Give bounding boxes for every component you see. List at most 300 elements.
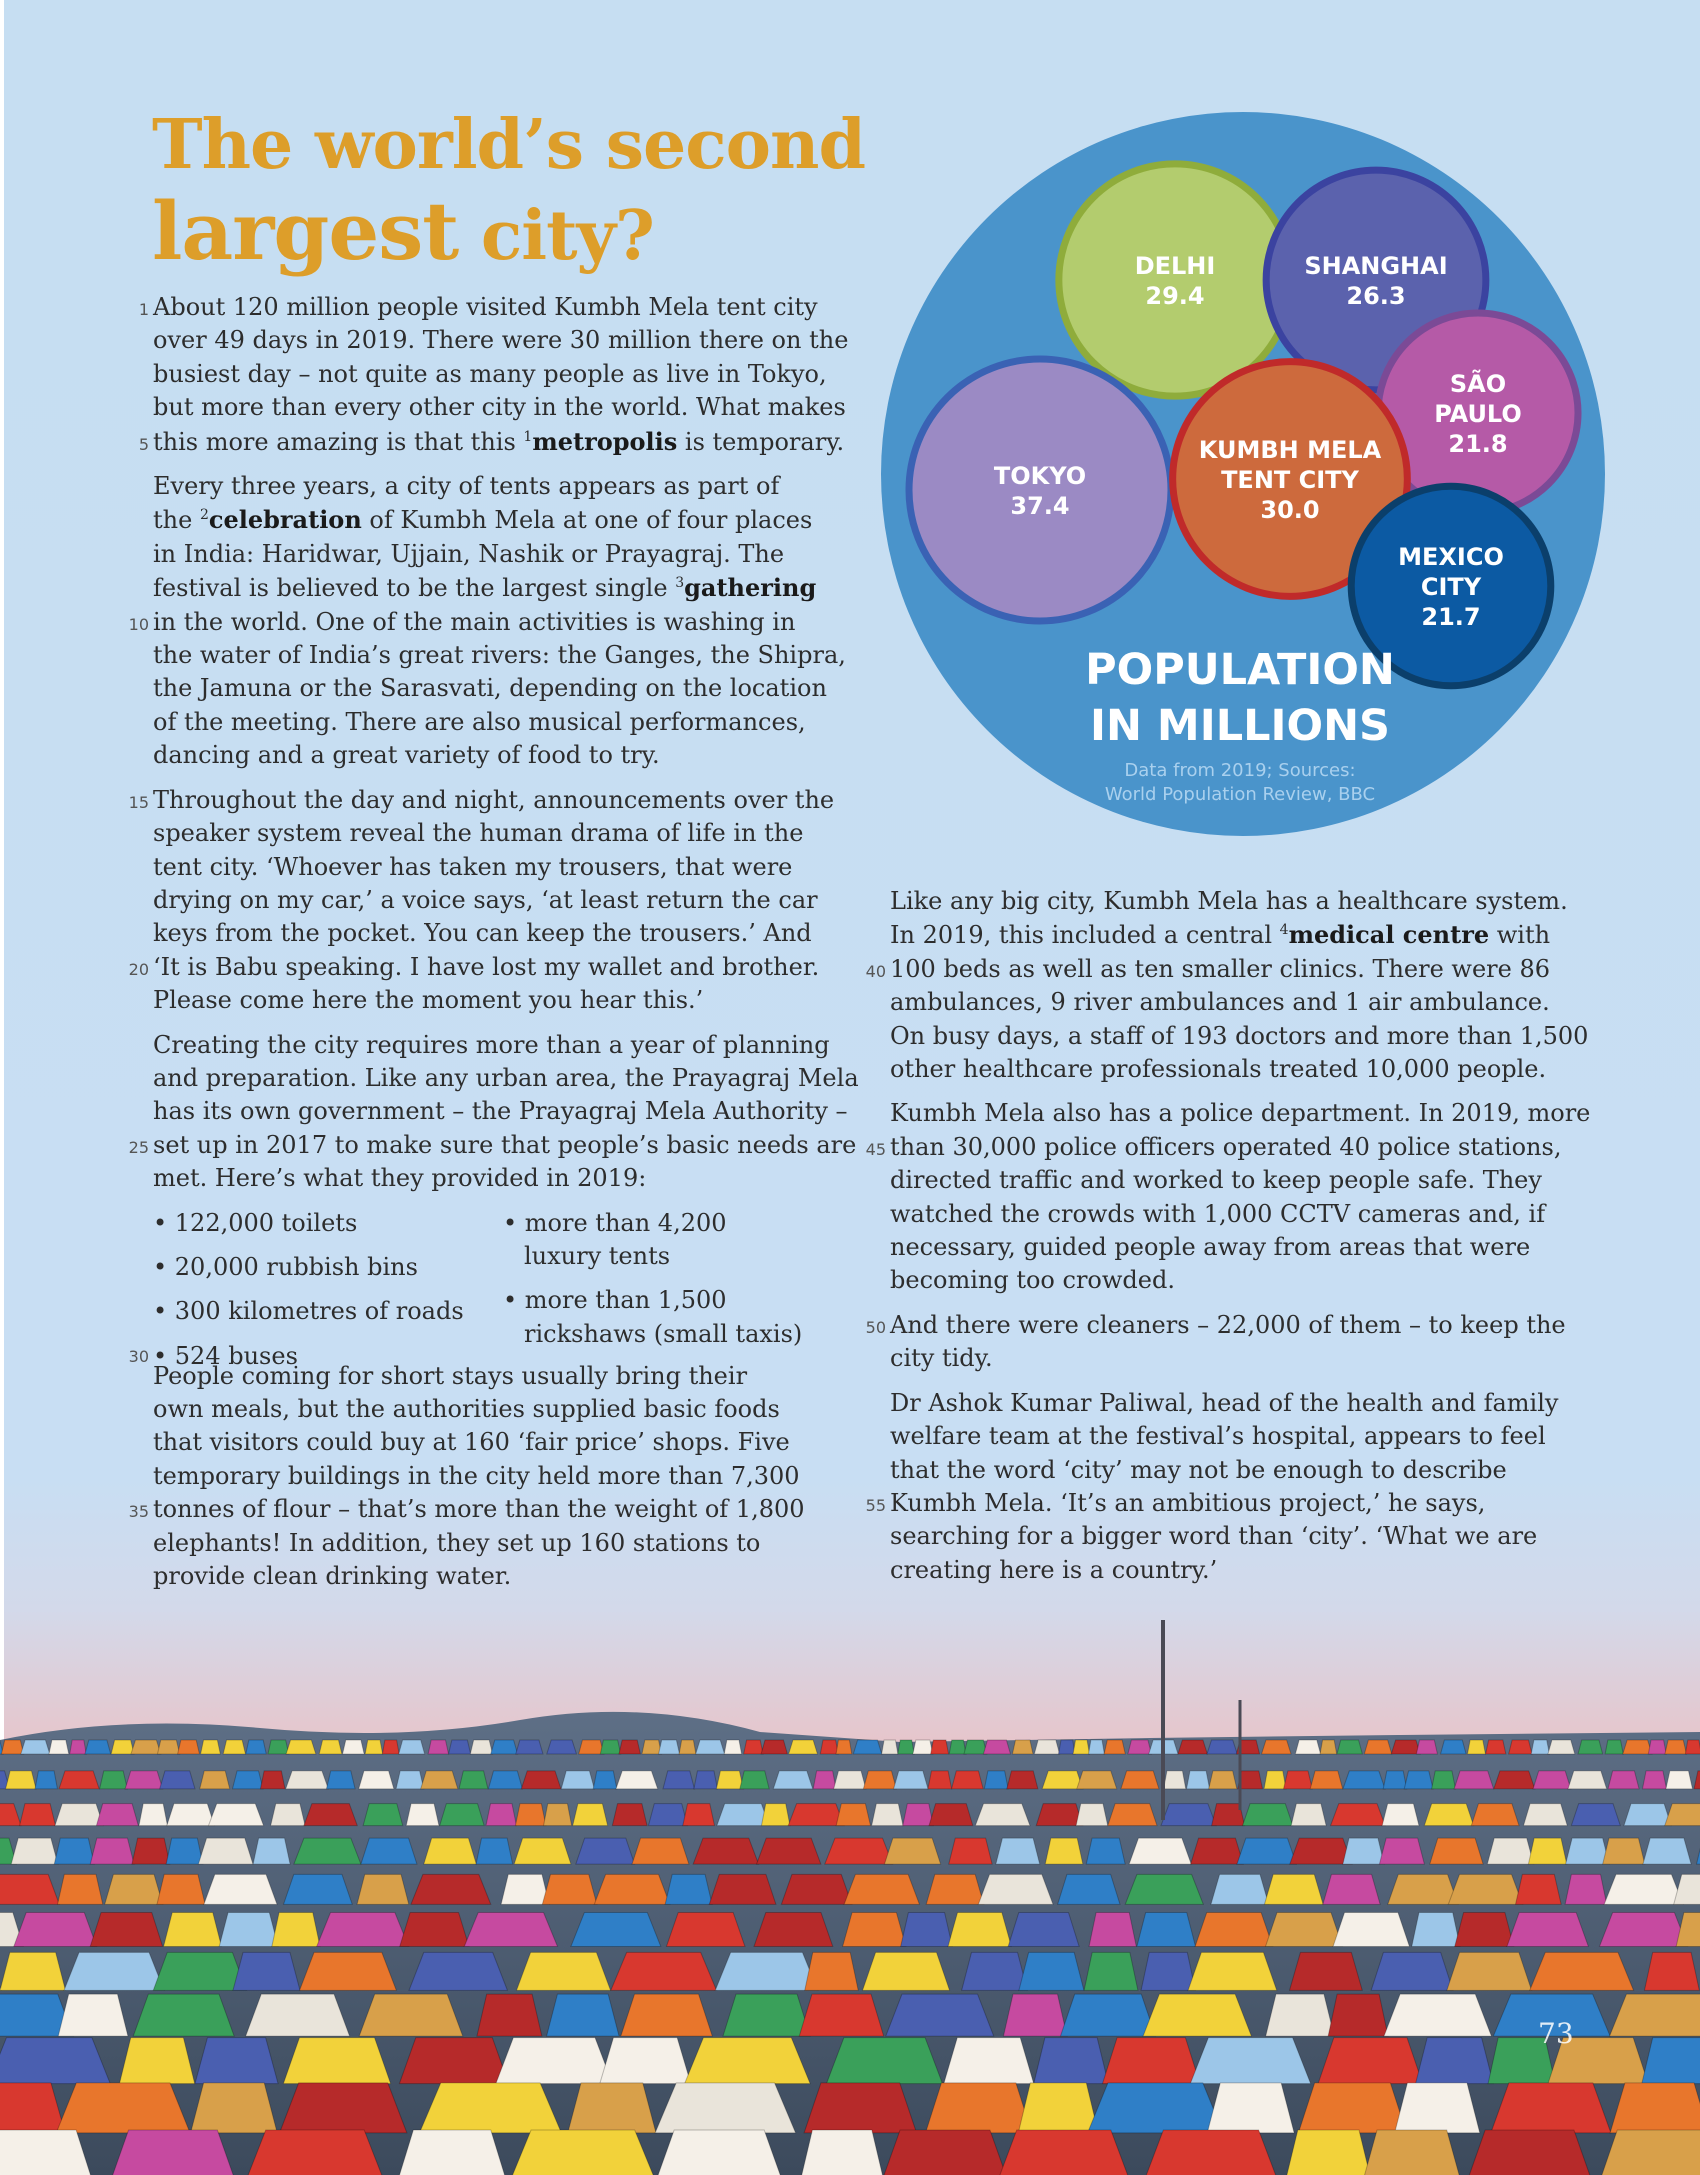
tent: [1108, 1804, 1157, 1826]
tent: [1603, 1838, 1645, 1864]
paragraph-4: [128, 1029, 859, 1196]
tent: [160, 1771, 195, 1789]
tent: [1548, 1740, 1575, 1754]
tent: [1320, 1740, 1337, 1754]
tent: [716, 1771, 743, 1789]
tent: [396, 1771, 424, 1789]
tent: [54, 1838, 94, 1864]
tent: [440, 1804, 485, 1826]
tent: [1466, 2130, 1593, 2175]
text-line: drying on my car,’ a voice says, ‘at least return the car: [153, 885, 818, 914]
text-line: that visitors could buy at 160 ‘fair price’ shops. Five: [153, 1428, 790, 1457]
tent: [600, 2038, 691, 2084]
tent: [788, 1804, 844, 1826]
tent: [1343, 1771, 1385, 1789]
tent: [1164, 1771, 1186, 1789]
tent: [1531, 1740, 1549, 1754]
tent: [1509, 1740, 1532, 1754]
text-line: Kumbh Mela. ‘It’s an ambitious project,’ he says,: [890, 1488, 1486, 1517]
tent: [1195, 1913, 1273, 1947]
tent: [800, 2130, 885, 2175]
tent: [881, 2130, 1009, 2175]
tent: [1084, 1952, 1138, 1990]
tent: [428, 1740, 448, 1754]
tent: [399, 1740, 425, 1754]
title-bold-word: largest: [152, 184, 459, 278]
provision-list-left: [128, 1207, 464, 1374]
tent: [153, 1952, 246, 1990]
text-line: Creating the city requires more than a year of planning: [153, 1030, 830, 1059]
tent: [1059, 1740, 1076, 1754]
paragraph-7: [865, 1097, 1591, 1297]
tent: [1129, 1838, 1191, 1864]
tent: [1391, 1740, 1420, 1754]
text-line: welfare team at the festival’s hospital, appears to feel: [890, 1422, 1546, 1451]
tent: [286, 1771, 329, 1789]
tent: [326, 1771, 355, 1789]
tent: [245, 2130, 386, 2175]
tent: [1209, 1771, 1237, 1789]
tent: [223, 1740, 245, 1754]
tent: [949, 1838, 992, 1864]
tent: [944, 2038, 1034, 2084]
tent: [164, 1913, 222, 1947]
text-line: festival is believed to be the largest single: [153, 574, 676, 603]
glossary-word: gathering: [684, 573, 817, 603]
paragraph-6: [865, 885, 1589, 1086]
tent: [119, 2038, 194, 2084]
paragraph-9: [865, 1387, 1580, 1587]
tent: [286, 1740, 316, 1754]
tent: [978, 1874, 1053, 1904]
tent: [359, 1994, 462, 2036]
text-line: of Kumbh Mela at one of four places: [361, 506, 813, 535]
tent: [561, 1771, 594, 1789]
tent: [209, 1804, 264, 1826]
tent: [621, 1994, 712, 2036]
tent: [110, 2130, 237, 2175]
tent: [20, 1804, 56, 1826]
left-column: [128, 291, 859, 1604]
line-number: 10: [128, 614, 149, 634]
tent: [283, 2038, 390, 2084]
line-number: 45: [865, 1139, 886, 1159]
tent: [1007, 1771, 1038, 1789]
tent: [600, 1740, 620, 1754]
tent: [449, 1740, 471, 1754]
tent: [131, 1740, 161, 1754]
tent: [1487, 1838, 1533, 1864]
tent: [464, 1913, 557, 1947]
line: [128, 785, 835, 814]
tent: [514, 1838, 571, 1864]
tent: [35, 1771, 57, 1789]
tent: [655, 2083, 795, 2133]
tent: [1432, 1771, 1456, 1789]
population-chart: [878, 112, 1608, 846]
line-number: 30: [128, 1346, 149, 1366]
tent: [1362, 2130, 1462, 2175]
tent: [853, 1740, 881, 1754]
tent: [501, 1874, 549, 1904]
tent: [547, 1994, 619, 2036]
list-item: • 20,000 rubbish bins: [153, 1252, 418, 1281]
text-line: set up in 2017 to make sure that people’s basic needs are: [153, 1130, 857, 1159]
tent: [294, 1838, 361, 1864]
tent-city-photo: [0, 1620, 1700, 2175]
text-line: 100 beds as well as ten smaller clinics. There were 86: [890, 954, 1551, 983]
text-line: creating here is a country.’: [890, 1555, 1218, 1584]
tent: [1243, 1804, 1293, 1826]
tent: [90, 1913, 162, 1947]
tent: [872, 1804, 903, 1826]
tent: [568, 2083, 656, 2133]
text-line: the water of India’s great rivers: the Ganges, the Shipra,: [153, 641, 846, 670]
text-line: that the word ‘city’ may not be enough to describe: [890, 1455, 1507, 1484]
text-line: than 30,000 police officers operated 40 police stations,: [890, 1132, 1562, 1161]
tent: [1524, 1804, 1568, 1826]
text-line: is temporary.: [677, 427, 845, 456]
title-line-2: [152, 184, 865, 279]
tent: [382, 1740, 399, 1754]
tent: [1624, 1804, 1671, 1826]
paragraph-8: [865, 1309, 1580, 1376]
bubble-value-label: 37.4: [1010, 492, 1070, 520]
tent: [491, 1740, 518, 1754]
tent: [744, 1740, 763, 1754]
tent: [157, 1874, 205, 1904]
tent: [198, 1838, 253, 1864]
text-line: searching for a bigger word than ‘city’. ‘What we are: [890, 1522, 1538, 1551]
text-line: becoming too crowded.: [890, 1266, 1175, 1295]
tent: [804, 2083, 916, 2133]
list-item: • 122,000 toilets: [153, 1208, 358, 1237]
tent: [486, 1804, 517, 1826]
tent: [1643, 1838, 1691, 1864]
tent: [361, 1838, 417, 1864]
line-number: 5: [138, 434, 149, 454]
tent: [724, 1740, 741, 1754]
tent: [723, 1994, 810, 2036]
tent: [898, 1740, 914, 1754]
tent: [616, 1771, 658, 1789]
tent: [1141, 1952, 1195, 1990]
list-item: • 300 kilometres of roads: [153, 1297, 464, 1326]
tent: [594, 1874, 670, 1904]
tent: [693, 1838, 758, 1864]
tent: [1565, 1874, 1607, 1904]
tent: [665, 1874, 712, 1904]
tent: [579, 1740, 604, 1754]
bubble-city-label: TENT CITY: [1221, 466, 1359, 494]
bubble-value-label: 21.7: [1421, 603, 1481, 631]
tent: [1530, 1952, 1634, 1990]
text-line: elephants! In addition, they set up 160 stations to: [153, 1528, 761, 1557]
tent: [284, 1874, 353, 1904]
tent: [836, 1804, 870, 1826]
tent: [1604, 1874, 1683, 1904]
tent: [1665, 1740, 1687, 1754]
tent: [1298, 2083, 1406, 2133]
tent: [612, 1804, 647, 1826]
tent: [948, 1913, 1011, 1947]
page-number: 73: [1538, 2017, 1574, 2050]
tent: [1666, 1771, 1693, 1789]
line: [128, 952, 820, 981]
tent: [85, 1740, 111, 1754]
line: [128, 607, 796, 636]
tent: [476, 1838, 513, 1864]
tent: [683, 1804, 715, 1826]
tent: [952, 1771, 984, 1789]
tent: [1623, 1740, 1652, 1754]
text-line: the Jamuna or the Sarasvati, depending on the location: [153, 674, 827, 703]
tent: [773, 1771, 812, 1789]
text-line: keys from the pocket. You can keep the trousers.’ And: [153, 919, 812, 948]
tent: [825, 1838, 893, 1864]
bubble-city-label: KUMBH MELA: [1198, 436, 1382, 464]
tent: [1191, 1838, 1244, 1864]
tent: [359, 1771, 394, 1789]
tent: [926, 2083, 1032, 2133]
tent: [740, 1771, 769, 1789]
list-item: • 524 buses: [153, 1341, 298, 1370]
tent: [781, 1874, 851, 1904]
right-column: [865, 885, 1591, 1598]
tent: [1467, 1740, 1485, 1754]
tent: [1187, 1771, 1210, 1789]
text-line: with: [1489, 921, 1551, 950]
tent: [1290, 1952, 1363, 1990]
glossary-word: medical centre: [1288, 920, 1490, 950]
tent: [1486, 1740, 1506, 1754]
paragraph-2: [128, 470, 846, 773]
tent: [1086, 1838, 1125, 1864]
tent: [813, 1771, 836, 1789]
tent: [58, 1994, 128, 2036]
tent: [542, 1874, 597, 1904]
tent: [666, 1913, 745, 1947]
chart-title-line-1: POPULATION: [1085, 645, 1395, 695]
tent: [964, 1740, 987, 1754]
tent: [1207, 1740, 1237, 1754]
paragraph-5: [128, 1360, 843, 1594]
tent: [1265, 1913, 1342, 1947]
tent: [1262, 1740, 1291, 1754]
tent: [1060, 1994, 1155, 2036]
tent: [799, 1994, 883, 2036]
bubble-tokyo: [909, 359, 1171, 621]
tent: [1190, 2038, 1310, 2084]
tent: [1404, 1771, 1433, 1789]
text-line: provide clean drinking water.: [153, 1562, 512, 1590]
tent: [826, 2038, 942, 2084]
tent: [1331, 1804, 1386, 1826]
text-line: temporary buildings in the city held more than 7,300: [153, 1461, 800, 1490]
text-line: tonnes of flour – that’s more than the weight of 1,800: [153, 1495, 805, 1524]
tent: [1034, 1740, 1059, 1754]
tent: [515, 1804, 546, 1826]
tent: [632, 1838, 689, 1864]
list-item-continued: luxury tents: [524, 1241, 671, 1270]
tent: [178, 1740, 200, 1754]
title-rest: city?: [458, 196, 654, 276]
tent: [409, 1952, 507, 1990]
text-line: speaker system reveal the human drama of life in the: [153, 819, 804, 848]
tent: [246, 1994, 350, 2036]
tent: [1012, 1740, 1033, 1754]
bubble-value-label: 30.0: [1260, 496, 1320, 524]
bubble-city-label: MEXICO: [1398, 543, 1504, 571]
bubble-city-label: SHANGHAI: [1304, 252, 1448, 280]
tent: [1121, 1771, 1159, 1789]
tent: [983, 1740, 1010, 1754]
tent: [343, 1740, 365, 1754]
text-line: over 49 days in 2019. There were 30 million there on the: [153, 326, 849, 355]
line-number: 15: [128, 792, 149, 812]
text-line: On busy days, a staff of 193 doctors and more than 1,500: [890, 1021, 1589, 1050]
text-line: Every three years, a city of tents appears as part of: [153, 472, 780, 501]
tent: [70, 1740, 87, 1754]
tent: [886, 1994, 994, 2036]
tent: [1188, 1952, 1277, 1990]
tent: [1610, 2083, 1700, 2133]
tent: [715, 1952, 818, 1990]
tent: [100, 1771, 128, 1789]
tent: [1264, 1874, 1323, 1904]
tent: [260, 1771, 285, 1789]
tent: [619, 1740, 640, 1754]
tent: [1642, 1771, 1666, 1789]
tent: [1102, 2038, 1200, 2084]
tent: [1566, 1838, 1610, 1864]
bubble-city-label: SÃO: [1449, 370, 1507, 398]
bubble-delhi: [1059, 164, 1291, 396]
list-item-line: [128, 1340, 464, 1373]
tent: [984, 1771, 1008, 1789]
text-line: watched the crowds with 1,000 CCTV cameras and, if: [890, 1199, 1546, 1228]
text-line: Please come here the moment you hear this.’: [153, 986, 704, 1015]
text-line: And there were cleaners – 22,000 of them – to keep the: [890, 1310, 1566, 1339]
tent: [573, 1804, 608, 1826]
tent: [200, 1771, 230, 1789]
line: [128, 1130, 857, 1159]
tent: [55, 1804, 103, 1826]
footnote-marker: 4: [1279, 922, 1289, 939]
tent: [58, 1874, 103, 1904]
text-line: People coming for short stays usually bring their: [153, 1361, 748, 1390]
tent: [789, 1740, 818, 1754]
tent: [1290, 1838, 1352, 1864]
tent: [421, 1771, 458, 1789]
text-line: ‘It is Babu speaking. I have lost my wallet and brother.: [153, 952, 820, 981]
tent: [1207, 2083, 1294, 2133]
tent: [949, 1740, 966, 1754]
tent: [882, 1740, 898, 1754]
text-line: busiest day – not quite as many people as live in Tokyo,: [153, 359, 827, 388]
text-line: city tidy.: [890, 1344, 993, 1373]
tent: [694, 1771, 718, 1789]
tent: [509, 2130, 657, 2175]
tent: [1384, 1994, 1491, 2036]
page-title: [152, 102, 865, 279]
tent: [931, 1740, 949, 1754]
tent: [1125, 1874, 1203, 1904]
tent: [64, 1952, 164, 1990]
bubble-city-label: DELHI: [1134, 252, 1216, 280]
tent: [1, 1740, 23, 1754]
tent: [14, 1913, 97, 1947]
tent: [1685, 1740, 1700, 1754]
tent: [195, 2038, 278, 2084]
tent: [0, 1952, 65, 1990]
tent: [1104, 1740, 1125, 1754]
provision-list: [128, 1207, 843, 1370]
tent: [232, 1771, 263, 1789]
tent: [1128, 1740, 1152, 1754]
text-line: met. Here’s what they provided in 2019:: [153, 1164, 647, 1193]
footnote-marker: 1: [523, 428, 533, 445]
line: [138, 426, 845, 456]
tent: [1379, 1838, 1424, 1864]
tent: [204, 1874, 277, 1904]
tent: [834, 1771, 866, 1789]
tent: [1382, 1804, 1419, 1826]
tent: [1264, 1771, 1286, 1789]
tent: [1644, 1952, 1699, 1990]
tent: [648, 1804, 687, 1826]
tent: [56, 2083, 190, 2133]
tent: [1285, 2130, 1372, 2175]
tent: [1364, 1740, 1391, 1754]
tent: [477, 1994, 542, 2036]
tent: [913, 1740, 933, 1754]
tent: [863, 1952, 950, 1990]
tent: [233, 1952, 300, 1990]
tent: [805, 1952, 858, 1990]
tent: [6, 1771, 36, 1789]
tent: [1077, 1771, 1117, 1789]
bubble-city-label: PAULO: [1434, 400, 1522, 428]
tent: [1042, 1771, 1083, 1789]
tent: [836, 1740, 852, 1754]
tent: [1455, 1913, 1514, 1947]
tent: [90, 1838, 134, 1864]
tent: [1143, 1994, 1251, 2036]
tent: [357, 1874, 409, 1904]
line: [128, 1495, 805, 1524]
tent: [685, 2038, 811, 2084]
line-number: 25: [128, 1137, 149, 1157]
tent: [593, 1771, 617, 1789]
tent: [125, 1771, 163, 1789]
tent: [49, 1740, 69, 1754]
tent: [761, 1804, 790, 1826]
text-line: In 2019, this included a central: [890, 921, 1280, 950]
tent: [1507, 1913, 1588, 1947]
text-line: Throughout the day and night, announcements over the: [153, 785, 835, 814]
tent: [611, 1952, 717, 1990]
tent: [1608, 1771, 1639, 1789]
tent: [59, 1771, 99, 1789]
line-number: 35: [128, 1502, 149, 1522]
bubble-value-label: 29.4: [1145, 282, 1205, 310]
tent: [1454, 1771, 1493, 1789]
tent: [884, 1838, 940, 1864]
tent: [1089, 1740, 1105, 1754]
tent: [191, 2083, 278, 2133]
tent: [820, 1740, 838, 1754]
